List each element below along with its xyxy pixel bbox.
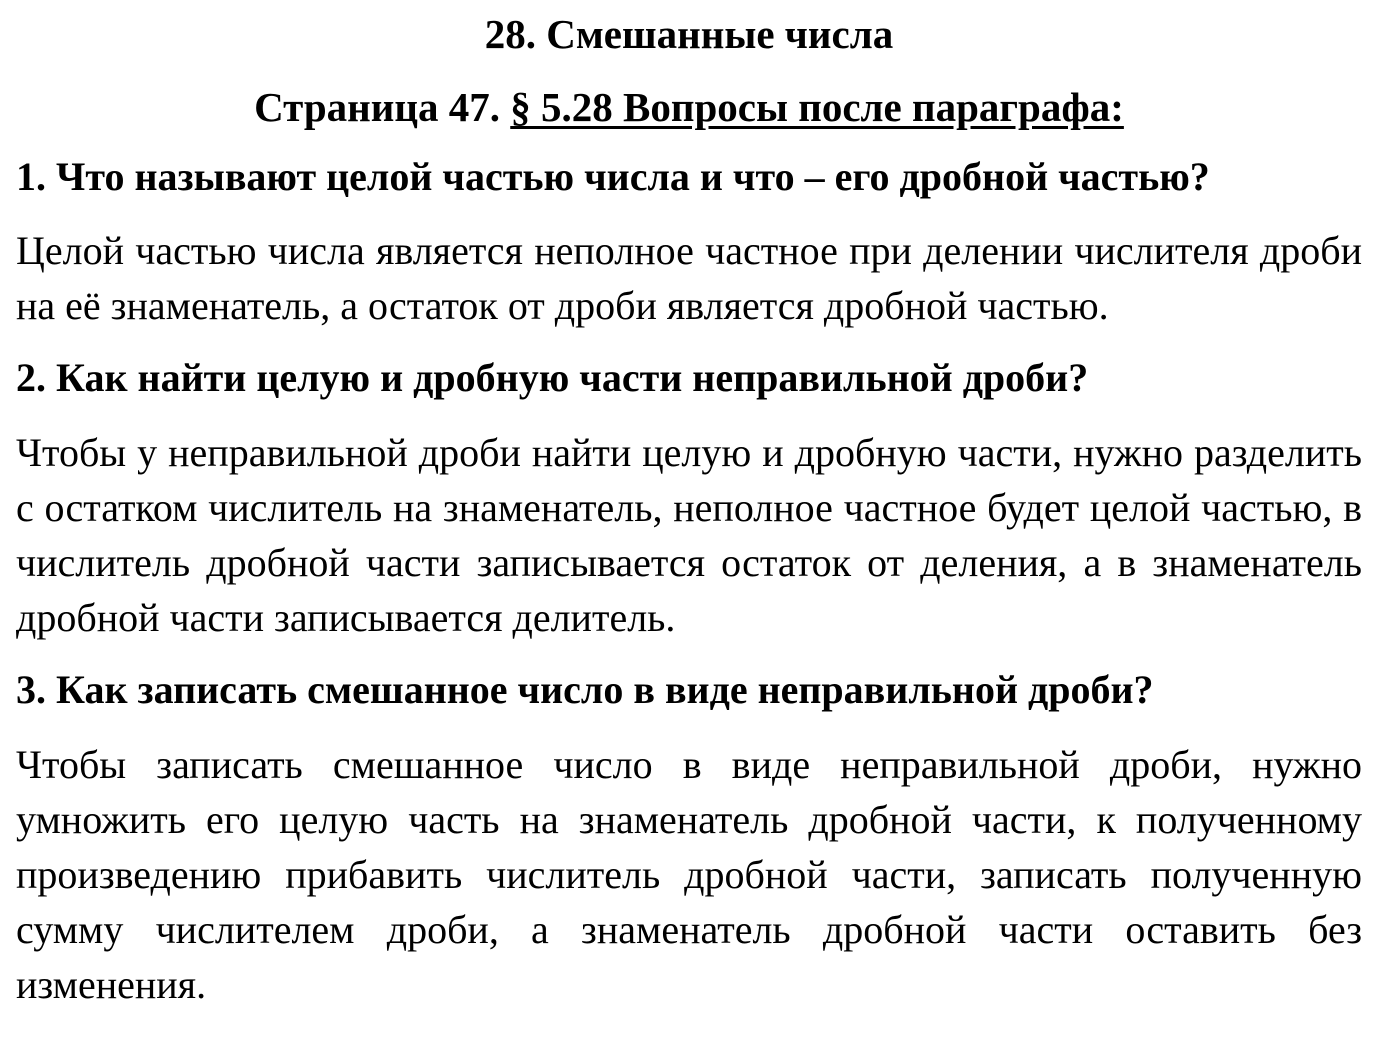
section-link[interactable]: § 5.28 Вопросы после параграфа: [510, 84, 1124, 130]
page-subtitle [16, 83, 1362, 131]
page-title: 28. Смешанные числа [484, 11, 894, 57]
subtitle-prefix: Страница 47. [254, 84, 511, 130]
answer-1: Целой частью числа является неполное частное при делении числителя дроби на её знаменатель, а остаток от дроби является дробной частью. [16, 228, 1362, 328]
answer-3: Чтобы записать смешанное число в виде неправильной дроби, нужно умножить его целую часть на знаменатель дробной части, к полученному произведению прибавить числитель дробной части, записать полученную сумму числителем дроби, а знаменатель дробной части оставить без изменения. [16, 742, 1362, 1007]
answer-2: Чтобы у неправильной дроби найти целую и дробную части, нужно разделить с остатком числитель на знаменатель, неполное частное будет целой частью, в числитель дробной части записывается остаток от деления, а в знаменатель дробной части записывается делитель. [16, 430, 1362, 640]
question-1: 1. Что называют целой частью числа и что – его дробной частью? [16, 154, 1210, 199]
question-3: 3. Как записать смешанное число в виде неправильной дроби? [16, 667, 1154, 712]
document-page [0, 10, 1400, 1056]
question-2: 2. Как найти целую и дробную части неправильной дроби? [16, 355, 1089, 400]
